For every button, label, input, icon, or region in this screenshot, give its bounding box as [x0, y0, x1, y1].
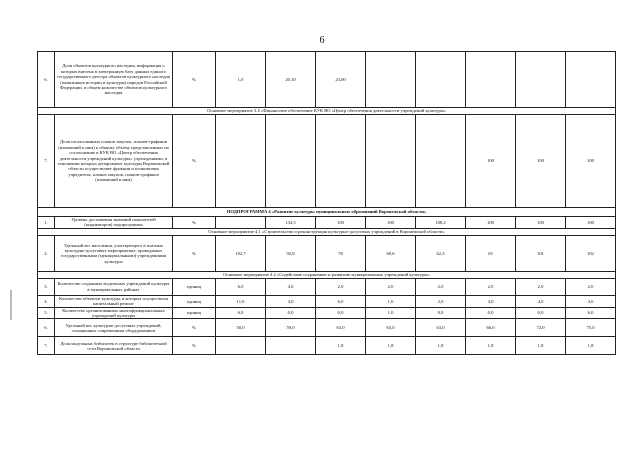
- value-cell: 100: [316, 217, 366, 229]
- table-row: [38, 52, 616, 108]
- indicator-name: Удельный вес культурно-досуговых учреждений, оснащенных современным оборудованием: [55, 319, 173, 337]
- row-number: 2.: [38, 235, 55, 271]
- value-cell: 63,0: [416, 319, 466, 337]
- indicator-name: Уровень достижения значений показателей (индикаторов) подпрограммы: [55, 217, 173, 229]
- indicator-name: Доля модельных библиотек в структуре библиотечной сети Воронежской области: [55, 337, 173, 355]
- value-cell: 100: [566, 217, 616, 229]
- value-cell: [216, 217, 266, 229]
- indicator-name: Количество организованных многофункциональных учреждений культуры: [55, 307, 173, 319]
- unit-cell: %: [173, 235, 216, 271]
- value-cell: 4,0: [516, 295, 566, 307]
- value-cell: 1,0: [216, 52, 266, 108]
- unit-cell: %: [173, 52, 216, 108]
- value-cell: [416, 52, 466, 108]
- value-cell: 102,7: [216, 235, 266, 271]
- value-cell: 0,0: [316, 307, 366, 319]
- value-cell: 102: [566, 235, 616, 271]
- row-number: 5.: [38, 307, 55, 319]
- value-cell: 100: [366, 217, 416, 229]
- value-cell: 63,0: [316, 319, 366, 337]
- row-number: 7.: [38, 115, 55, 208]
- value-cell: 100: [516, 217, 566, 229]
- value-cell: 2,0: [416, 278, 466, 295]
- indicator-name: Доля объектов культурного наследия, информация о которых внесена в электронную базу данных единого государственного реестра объектов культурного наследия (памятников истории и культуры) народов Российской Федерации, в общем количестве объектов культурного наследия: [55, 52, 173, 108]
- value-cell: [416, 115, 466, 208]
- value-cell: [216, 337, 266, 355]
- value-cell: 1,8: [366, 337, 416, 355]
- indicator-name: Доля согласованных планов закупок, планов-графиков (изменений к ним) к общему объему представленных на согласование в КУК ВО «Центр обеспечения деятельности учреждений культуры» учреждениями, в отношении которых департамент культуры Воронежской области осуществляет функции и полномочия учредителя, планов закупок, планов-графиков (изменений к ним): [55, 115, 173, 208]
- page-number: 6: [319, 35, 325, 46]
- value-cell: 2,0: [316, 278, 366, 295]
- value-cell: 100: [516, 115, 566, 208]
- table-row: [38, 235, 616, 271]
- activity-title: Основное мероприятие 3.4 «Финансовое обеспечение КУК ВО «Центр обеспечения деятельности учреждений культуры»: [38, 108, 616, 115]
- unit-cell: %: [173, 217, 216, 229]
- indicator-name: Удельный вес населения, участвующего в платных культурно-досуговых мероприятиях, проводимых государственными (муниципальными) учреждениями культуры: [55, 235, 173, 271]
- table-row: [38, 307, 616, 319]
- value-cell: 6,0: [566, 307, 616, 319]
- value-cell: 23,00: [316, 52, 366, 108]
- value-cell: 1,0: [366, 307, 416, 319]
- value-cell: 2,0: [466, 278, 516, 295]
- section-row: [38, 228, 616, 235]
- value-cell: 92,8: [266, 235, 316, 271]
- value-cell: 1,0: [366, 295, 416, 307]
- row-number: 6.: [38, 319, 55, 337]
- value-cell: 4,0: [266, 278, 316, 295]
- section-row: [38, 271, 616, 278]
- value-cell: 0,0: [516, 307, 566, 319]
- value-cell: 65: [466, 235, 516, 271]
- unit-cell: единиц: [173, 278, 216, 295]
- value-cell: 134,5: [266, 217, 316, 229]
- table-row: [38, 337, 616, 355]
- value-cell: 1,8: [516, 337, 566, 355]
- unit-cell: %: [173, 115, 216, 208]
- subprogram-row: [38, 208, 616, 217]
- value-cell: 63,0: [366, 319, 416, 337]
- value-cell: 100: [466, 217, 516, 229]
- table-row: [38, 278, 616, 295]
- value-cell: 75,0: [566, 319, 616, 337]
- row-number: 4.: [38, 295, 55, 307]
- table-row: [38, 319, 616, 337]
- activity-title: Основное мероприятие 4.2 «Содействие сохранению и развитию муниципальных учреждений культуры»: [38, 271, 616, 278]
- value-cell: 4,0: [566, 295, 616, 307]
- table-row: [38, 217, 616, 229]
- table-row: [38, 115, 616, 208]
- value-cell: 1,8: [566, 337, 616, 355]
- value-cell: 4,0: [466, 295, 516, 307]
- value-cell: 100: [466, 115, 516, 208]
- value-cell: [316, 115, 366, 208]
- value-cell: 66,0: [466, 319, 516, 337]
- value-cell: [566, 52, 616, 108]
- indicator-name: Количество объектов культуры, в которых осуществлен капитальный ремонт: [55, 295, 173, 307]
- scan-edge-mark: [10, 290, 12, 320]
- value-cell: 6,0: [216, 278, 266, 295]
- value-cell: 72,0: [516, 319, 566, 337]
- indicators-table: [37, 51, 616, 355]
- value-cell: [266, 115, 316, 208]
- unit-cell: %: [173, 319, 216, 337]
- value-cell: 101: [516, 235, 566, 271]
- value-cell: [366, 52, 416, 108]
- value-cell: 11,0: [216, 295, 266, 307]
- row-number: 3.: [38, 278, 55, 295]
- value-cell: 60,6: [366, 235, 416, 271]
- unit-cell: единиц: [173, 295, 216, 307]
- value-cell: 2,0: [516, 278, 566, 295]
- value-cell: 6,0: [316, 295, 366, 307]
- value-cell: 108,2: [416, 217, 466, 229]
- value-cell: 59,0: [266, 319, 316, 337]
- value-cell: 1,8: [316, 337, 366, 355]
- table-row: [38, 295, 616, 307]
- row-number: 7.: [38, 337, 55, 355]
- activity-title: Основное мероприятие 4.1 «Строительство и реконструкция культурно-досуговых учреждений в Воронежской области»: [38, 228, 616, 235]
- value-cell: 50,0: [216, 319, 266, 337]
- value-cell: 1,8: [466, 337, 516, 355]
- value-cell: 0,0: [266, 307, 316, 319]
- value-cell: [266, 337, 316, 355]
- value-cell: [366, 115, 416, 208]
- value-cell: 2,0: [416, 295, 466, 307]
- value-cell: 0,0: [466, 307, 516, 319]
- value-cell: 62,3: [416, 235, 466, 271]
- unit-cell: единиц: [173, 307, 216, 319]
- value-cell: [466, 52, 516, 108]
- row-number: 6.: [38, 52, 55, 108]
- row-number: 1.: [38, 217, 55, 229]
- value-cell: 2,0: [366, 278, 416, 295]
- value-cell: 100: [566, 115, 616, 208]
- value-cell: 2,0: [566, 278, 616, 295]
- value-cell: 78: [316, 235, 366, 271]
- indicator-name: Количество созданных модельных учреждений культуры в муниципальных районах: [55, 278, 173, 295]
- unit-cell: %: [173, 337, 216, 355]
- value-cell: 6,0: [216, 307, 266, 319]
- value-cell: 1,8: [416, 337, 466, 355]
- value-cell: 20,10: [266, 52, 316, 108]
- value-cell: [516, 52, 566, 108]
- value-cell: 0,0: [416, 307, 466, 319]
- value-cell: 4,0: [266, 295, 316, 307]
- value-cell: [216, 115, 266, 208]
- subprogram-title: ПОДПРОГРАММА 4 «Развитие культуры муниципальных образований Воронежской области»: [38, 208, 616, 217]
- section-row: [38, 108, 616, 115]
